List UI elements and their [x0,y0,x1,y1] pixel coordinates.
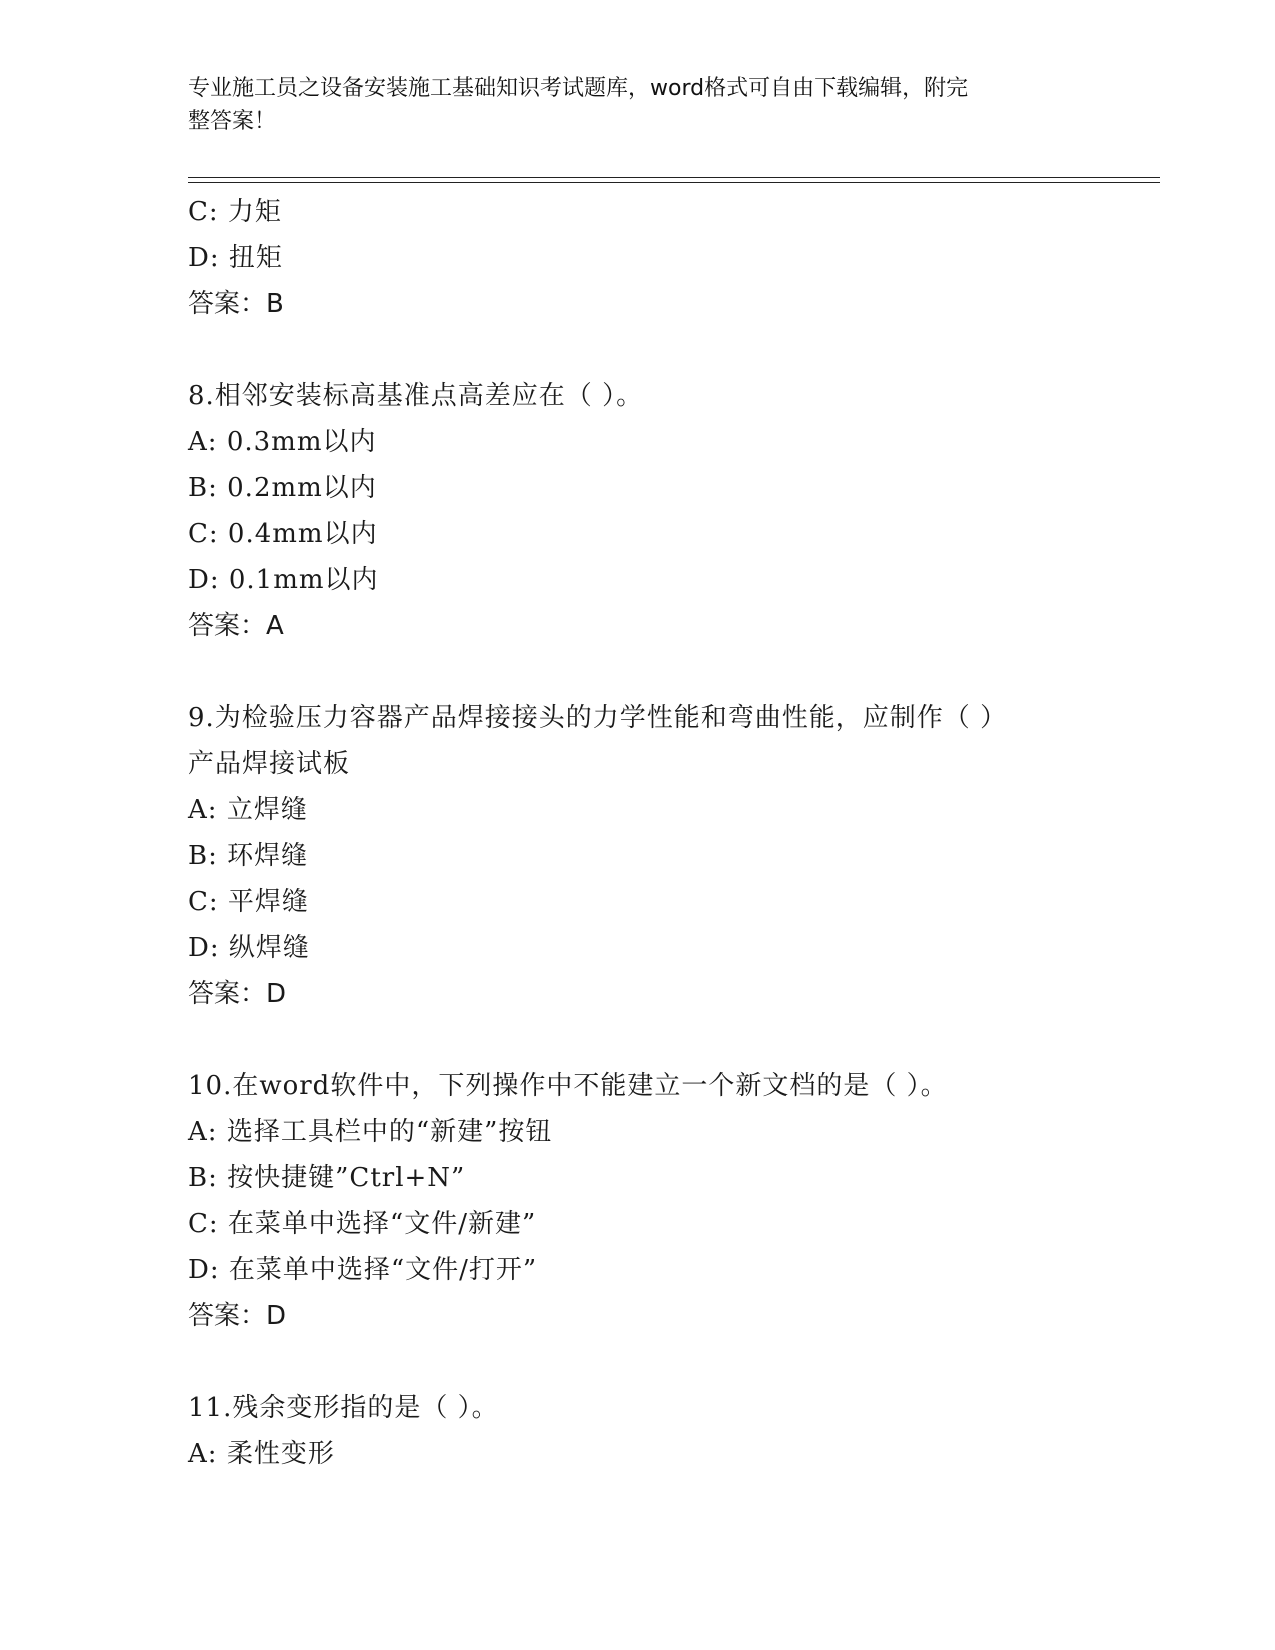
answer-line: 答案：D [188,1301,287,1331]
option-label: A: [188,1439,218,1469]
spacer [188,1017,1088,1063]
option-label: B: [188,473,218,503]
question-8 [188,373,1088,649]
answer-line: 答案：A [188,611,284,641]
option-text: 0.3mm以内 [226,427,377,457]
option-d [188,557,1088,603]
question-10 [188,1063,1088,1339]
option-a [188,419,1088,465]
question-stem-line1: 9.为检验压力容器产品焊接接头的力学性能和弯曲性能，应制作（ ） [188,703,1008,733]
document-header [188,72,1068,138]
header-divider-bottom [188,182,1160,183]
option-b [188,465,1088,511]
option-text: 0.1mm以内 [228,565,379,595]
question-stem-line2: 产品焊接试板 [188,749,351,779]
question-stem: 10.在word软件中，下列操作中不能建立一个新文档的是（ ）。 [188,1071,948,1101]
question-partial [188,189,1088,327]
option-text: 平焊缝 [227,887,309,917]
option-c [188,879,1088,925]
option-text: 在菜单中选择“文件/新建” [227,1209,537,1239]
option-c [188,189,1088,235]
option-c [188,511,1088,557]
option-a [188,1431,1088,1477]
option-text: 力矩 [227,197,282,227]
option-d [188,1247,1088,1293]
spacer [188,327,1088,373]
spacer [188,1339,1088,1385]
option-text: 环焊缝 [227,841,309,871]
option-label: A: [188,795,218,825]
option-text: 柔性变形 [226,1439,335,1469]
option-label: C: [188,887,219,917]
question-stem: 11.残余变形指的是（ ）。 [188,1393,499,1423]
option-label: C: [188,197,219,227]
option-text: 按快捷键”Ctrl+N” [227,1163,466,1193]
answer-line: 答案：B [188,289,284,319]
question-stem: 8.相邻安装标高基准点高差应在（ ）。 [188,381,644,411]
option-label: D: [188,933,220,963]
question-11 [188,1385,1088,1477]
option-b [188,833,1088,879]
option-text: 选择工具栏中的“新建”按钮 [226,1117,553,1147]
option-text: 0.2mm以内 [227,473,377,503]
option-label: D: [188,565,220,595]
option-text: 扭矩 [228,243,283,273]
option-c [188,1201,1088,1247]
header-text-line2: 整答案！ [188,109,277,134]
option-d [188,925,1088,971]
option-label: C: [188,519,219,549]
answer-line: 答案：D [188,979,287,1009]
option-label: B: [188,1163,218,1193]
question-9 [188,695,1088,1017]
option-text: 0.4mm以内 [227,519,378,549]
option-label: D: [188,1255,220,1285]
option-label: B: [188,841,218,871]
option-text: 在菜单中选择“文件/打开” [228,1255,538,1285]
option-d [188,235,1088,281]
option-a [188,1109,1088,1155]
option-label: A: [188,1117,218,1147]
option-text: 纵焊缝 [228,933,310,963]
spacer [188,649,1088,695]
option-a [188,787,1088,833]
question-list [188,189,1088,1477]
option-label: A: [188,427,218,457]
header-text-line1: 专业施工员之设备安装施工基础知识考试题库，word格式可自由下载编辑，附完 [188,76,969,101]
header-divider-top [188,177,1160,178]
option-label: D: [188,243,220,273]
option-label: C: [188,1209,219,1239]
option-text: 立焊缝 [226,795,308,825]
option-b [188,1155,1088,1201]
